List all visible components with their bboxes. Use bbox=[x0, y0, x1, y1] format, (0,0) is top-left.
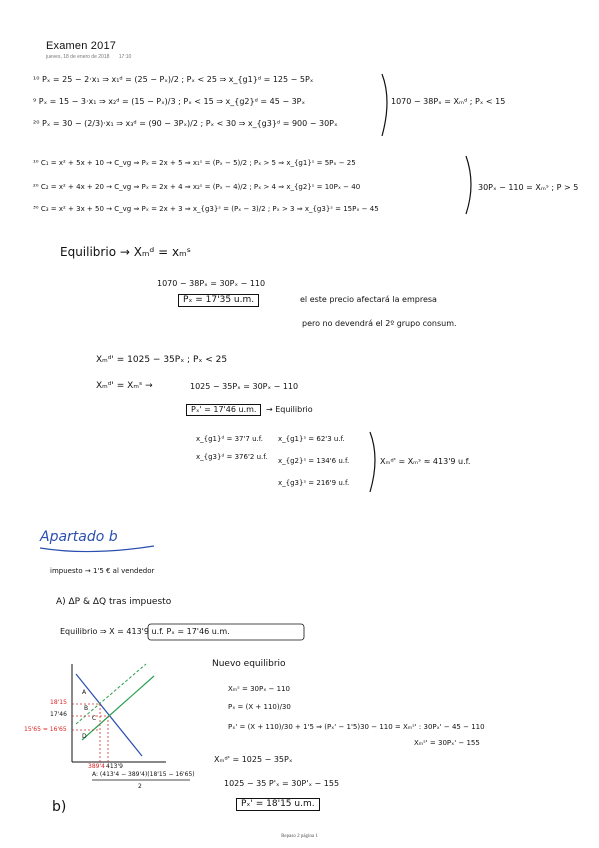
total-quantity: Xₘᵈ' = Xₘˢ ≈ 413'9 u.f. bbox=[380, 457, 471, 466]
new-equation-3b: Xₘˢ' = 30Pₓ' − 155 bbox=[414, 739, 480, 747]
equilibrium-note-1: el este precio afectará la empresa bbox=[300, 295, 437, 304]
graph-label-p1: 18'15 bbox=[50, 699, 67, 706]
equilibrium-equation-2: 1025 − 35Pₓ = 30Pₓ − 110 bbox=[190, 382, 299, 391]
demand-brace bbox=[382, 74, 387, 136]
graph-area-c: C bbox=[92, 715, 97, 722]
new-equation-4: Xₘᵈ' = 1025 − 35Pₓ bbox=[214, 755, 293, 764]
new-equation-3: Pₓ' = (X + 110)/30 + 1'5 ⇒ (Pₓ' − 1'5)30 − 110 = Xₘˢ' : 30Pₓ' − 45 − 110 bbox=[228, 723, 485, 731]
new-equilibrium-heading: Nuevo equilibrio bbox=[212, 659, 286, 669]
page-date: jueves, 18 de enero de 2018 bbox=[46, 54, 110, 60]
quantities-brace bbox=[370, 432, 375, 492]
apartado-heading: Apartado b bbox=[40, 529, 118, 545]
equilibrium-heading: Equilibrio → Xₘᵈ = xₘˢ bbox=[60, 245, 192, 259]
new-equation-2: Pₓ = (X + 110)/30 bbox=[228, 703, 291, 711]
supply-line-1: ¹⁰ C₁ = x² + 5x + 10 → C_vg ⇒ Pₓ = 2x + 5 ⇒ x₁ˢ = (Pₓ − 5)/2 ; Pₓ > 5 ⇒ x_{g1}ˢ = 5Pₓ − 25 bbox=[33, 159, 356, 167]
new-demand: Xₘᵈ' = 1025 − 35Pₓ ; Pₓ < 25 bbox=[96, 355, 228, 365]
area-formula-denominator: 2 bbox=[138, 783, 142, 790]
equilibrium-price-2-note: → Equilibrio bbox=[266, 405, 313, 414]
graph-label-q1: 389'4 bbox=[88, 763, 105, 770]
quantity-demand-3: x_{g3}ᵈ = 376'2 u.f. bbox=[196, 453, 268, 461]
demand-line-2: ⁹ Pₓ = 15 − 3·x₁ ⇒ x₂ᵈ = (15 − Pₓ)/3 ; Pₓ < 15 ⇒ x_{g2}ᵈ = 45 − 3Pₓ bbox=[33, 97, 306, 106]
demand-result: 1070 − 38Pₓ = Xₘᵈ ; Pₓ < 15 bbox=[391, 97, 506, 106]
supply-line-3: ³⁰ C₃ = x² + 3x + 50 → C_vg ⇒ Pₓ = 2x + 3 ⇒ x_{g3}ˢ = (Pₓ − 3)/2 ; Pₓ > 3 ⇒ x_{g3}ˢ = 15Pₓ − 45 bbox=[33, 205, 379, 213]
item-a: A) ΔP & ΔQ tras impuesto bbox=[56, 597, 172, 607]
graph-supply-line bbox=[82, 676, 154, 740]
graph-label-q2: 413'9 bbox=[106, 763, 123, 770]
old-equilibrium: Equilibrio ⇒ X = 413'9 u.f. Pₓ = 17'46 u.m. bbox=[60, 627, 230, 636]
equilibrium-note-2: pero no devendrá el 2º grupo consum. bbox=[302, 319, 457, 328]
new-equation-5: 1025 − 35 P'ₓ = 30P'ₓ − 155 bbox=[224, 779, 340, 788]
area-formula: A: (413'4 − 389'4)(18'15 − 16'65) bbox=[92, 771, 195, 778]
equilibrium-price-2: Pₓ' = 17'46 u.m. bbox=[186, 404, 261, 416]
graph-area-a: A bbox=[82, 689, 87, 696]
quantity-supply-2: x_{g2}ˢ = 134'6 u.f. bbox=[278, 457, 350, 465]
quantity-supply-3: x_{g3}ˢ = 216'9 u.f. bbox=[278, 479, 350, 487]
graph-area-b: B bbox=[84, 705, 89, 712]
graph-label-p2: 17'46 bbox=[50, 711, 67, 718]
new-price: Pₓ' = 18'15 u.m. bbox=[236, 798, 320, 811]
new-equation-1: Xₘˢ = 30Pₓ − 110 bbox=[228, 685, 290, 693]
demand-line-1: ¹⁰ Pₓ = 25 − 2·x₁ ⇒ x₁ᵈ = (25 − Pₓ)/2 ; Pₓ < 25 ⇒ x_{g1}ᵈ = 125 − 5Pₓ bbox=[33, 75, 314, 84]
item-b: b) bbox=[52, 799, 67, 815]
equilibrium-price: Pₓ = 17'35 u.m. bbox=[178, 294, 259, 307]
tax-note: impuesto → 1'5 € al vendedor bbox=[50, 567, 155, 575]
graph-label-p3: 15'65 = 16'65 bbox=[24, 726, 67, 733]
graph-area-d: D bbox=[82, 733, 87, 740]
page-footer: Repaso 2 página 1 bbox=[281, 834, 318, 839]
demand-equals-supply: Xₘᵈ' = Xₘˢ → bbox=[96, 381, 153, 391]
page-time: 17:10 bbox=[118, 54, 132, 60]
page-title: Examen 2017 bbox=[46, 40, 117, 52]
apartado-underline bbox=[40, 546, 154, 552]
equilibrium-equation: 1070 − 38Pₓ = 30Pₓ − 110 bbox=[157, 279, 266, 288]
quantity-supply-1: x_{g1}ˢ = 62'3 u.f. bbox=[278, 435, 345, 443]
supply-result: 30Pₓ − 110 = Xₘˢ ; P > 5 bbox=[478, 183, 579, 192]
supply-brace bbox=[466, 156, 471, 214]
quantity-demand-1: x_{g1}ᵈ = 37'7 u.f. bbox=[196, 435, 263, 443]
old-eq-box bbox=[148, 624, 304, 640]
supply-line-2: ²⁰ C₂ = x² + 4x + 20 → C_vg ⇒ Pₓ = 2x + 4 ⇒ x₂ˢ = (Pₓ − 4)/2 ; Pₓ > 4 ⇒ x_{g2}ˢ = 10Pₓ − 40 bbox=[33, 183, 361, 191]
graph-demand-line bbox=[76, 674, 142, 756]
demand-line-3: ²⁰ Pₓ = 30 − (2/3)·x₁ ⇒ x₃ᵈ = (90 − 3Pₓ)/2 ; Pₓ < 30 ⇒ x_{g3}ᵈ = 900 − 30Pₓ bbox=[33, 119, 338, 128]
